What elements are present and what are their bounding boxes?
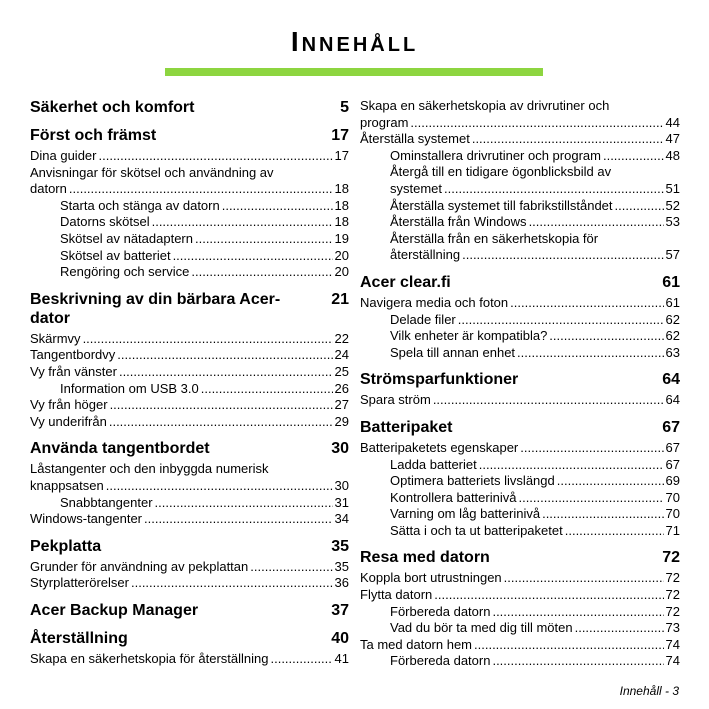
entry-title: Återställa systemet till fabrikstillståndet bbox=[390, 197, 613, 213]
toc-entry[interactable] bbox=[360, 587, 680, 604]
entry-title: Tangentbordvy bbox=[30, 347, 116, 363]
heading-title: Använda tangentbordet bbox=[30, 440, 210, 458]
entry-page-number: 62 bbox=[665, 311, 680, 327]
toc-entry[interactable] bbox=[360, 523, 680, 540]
entry-page-number: 17 bbox=[334, 148, 349, 163]
toc-entry[interactable] bbox=[360, 457, 680, 474]
dot-leader bbox=[434, 587, 663, 604]
toc-entry[interactable] bbox=[30, 248, 349, 265]
entry-title: Vy underifrån bbox=[30, 413, 107, 429]
heading-page-number: 35 bbox=[331, 537, 349, 555]
entry-page-number: 70 bbox=[665, 489, 680, 505]
entry-title: Snabbtangenter bbox=[60, 494, 153, 510]
toc-entry[interactable] bbox=[360, 620, 680, 637]
toc-entry[interactable] bbox=[30, 397, 349, 414]
dot-leader bbox=[472, 131, 664, 148]
entry-title-line: Återställa från en säkerhetskopia för bbox=[390, 230, 599, 246]
dot-leader bbox=[69, 181, 333, 198]
entry-title: Grunder för användning av pekplattan bbox=[30, 558, 249, 574]
entry-page-number: 62 bbox=[665, 328, 680, 344]
dot-leader bbox=[152, 214, 333, 231]
heading-title: Pekplatta bbox=[30, 537, 102, 555]
entry-title: Batteripaketets egenskaper bbox=[360, 439, 519, 455]
entry-title: Windows-tangenter bbox=[30, 511, 142, 527]
dot-leader bbox=[615, 198, 664, 215]
dot-leader bbox=[565, 523, 664, 540]
entry-page-number: 18 bbox=[334, 197, 349, 213]
entry-title: Koppla bort utrustningen bbox=[360, 570, 502, 586]
toc-column-right bbox=[360, 98, 680, 670]
entry-page-number: 74 bbox=[665, 636, 680, 652]
dot-leader bbox=[603, 148, 664, 165]
entry-page-number: 18 bbox=[334, 181, 349, 197]
dot-leader bbox=[575, 620, 664, 637]
dot-leader bbox=[83, 331, 333, 348]
entry-title: Skärmvy bbox=[30, 330, 81, 346]
entry-title: Optimera batteriets livslängd bbox=[390, 473, 555, 489]
heading-page-number: 37 bbox=[331, 601, 349, 619]
toc-entry[interactable] bbox=[360, 164, 680, 197]
page-footer: Innehåll - 3 bbox=[619, 684, 679, 698]
entry-title-line: Återgå till en tidigare ögonblicksbild av bbox=[390, 164, 612, 180]
toc-entry[interactable] bbox=[360, 328, 680, 345]
toc-entry[interactable] bbox=[360, 198, 680, 215]
dot-leader bbox=[529, 214, 664, 231]
toc-heading[interactable] bbox=[30, 126, 349, 145]
entry-page-number: 25 bbox=[334, 363, 349, 379]
entry-title: Skötsel av batteriet bbox=[60, 247, 171, 263]
entry-page-number: 69 bbox=[665, 473, 680, 489]
toc-entry[interactable] bbox=[30, 198, 349, 215]
heading-page-number: 30 bbox=[331, 440, 349, 458]
dot-leader bbox=[155, 495, 333, 512]
toc-entry[interactable] bbox=[360, 506, 680, 523]
dot-leader bbox=[173, 248, 333, 265]
heading-title: Resa med datorn bbox=[360, 549, 490, 567]
toc-entry[interactable] bbox=[360, 98, 680, 131]
toc-entry[interactable] bbox=[30, 364, 349, 381]
dot-leader bbox=[119, 364, 333, 381]
entry-page-number: 53 bbox=[665, 214, 680, 230]
toc-heading[interactable] bbox=[360, 273, 680, 292]
heading-title: Först och främst bbox=[30, 127, 157, 144]
toc-entry[interactable] bbox=[30, 381, 349, 398]
entry-title-line: Anvisningar för skötsel och användning av bbox=[30, 164, 274, 180]
toc-heading[interactable] bbox=[360, 370, 680, 389]
entry-title: Dina guider bbox=[30, 148, 97, 163]
entry-title: datorn bbox=[30, 181, 67, 197]
toc-heading[interactable] bbox=[30, 629, 349, 648]
entry-page-number: 67 bbox=[665, 439, 680, 455]
toc-column-left bbox=[30, 98, 349, 667]
toc-entry[interactable] bbox=[30, 559, 349, 576]
entry-page-number: 63 bbox=[665, 344, 680, 360]
entry-page-number: 72 bbox=[665, 603, 680, 619]
toc-heading[interactable] bbox=[30, 537, 349, 556]
entry-title: Vy från höger bbox=[30, 397, 108, 413]
toc-entry[interactable] bbox=[360, 637, 680, 654]
toc-heading[interactable] bbox=[360, 418, 680, 437]
entry-title: Starta och stänga av datorn bbox=[60, 197, 220, 213]
dot-leader bbox=[250, 559, 332, 576]
entry-title: program bbox=[360, 114, 409, 130]
toc-heading[interactable] bbox=[30, 439, 349, 458]
heading-page-number: 67 bbox=[662, 418, 680, 436]
entry-page-number: 74 bbox=[665, 653, 680, 669]
toc-entry[interactable] bbox=[360, 440, 680, 457]
heading-title: Acer Backup Manager bbox=[30, 601, 199, 619]
entry-title: Vad du bör ta med dig till möten bbox=[390, 620, 573, 636]
toc-heading[interactable] bbox=[30, 601, 349, 620]
dot-leader bbox=[191, 264, 332, 281]
entry-title-line: Låstangenter och den inbyggda numerisk bbox=[30, 461, 269, 477]
entry-page-number: 73 bbox=[665, 620, 680, 636]
toc-entry[interactable] bbox=[30, 414, 349, 431]
dot-leader bbox=[542, 506, 663, 523]
dot-leader bbox=[131, 575, 333, 592]
toc-entry[interactable] bbox=[360, 148, 680, 165]
entry-page-number: 41 bbox=[334, 650, 349, 666]
entry-title: Styrplatterörelser bbox=[30, 575, 129, 591]
entry-page-number: 48 bbox=[665, 147, 680, 163]
toc-heading[interactable] bbox=[30, 290, 349, 328]
toc-entry[interactable] bbox=[30, 331, 349, 348]
toc-entry[interactable] bbox=[360, 604, 680, 621]
dot-leader bbox=[99, 148, 333, 165]
dot-leader bbox=[117, 347, 332, 364]
entry-page-number: 20 bbox=[334, 247, 349, 263]
entry-page-number: 18 bbox=[334, 214, 349, 230]
dot-leader bbox=[474, 637, 664, 654]
toc-entry[interactable] bbox=[360, 473, 680, 490]
entry-title: Ladda batteriet bbox=[390, 456, 477, 472]
toc-entry[interactable] bbox=[360, 570, 680, 587]
entry-title: Spara ström bbox=[360, 392, 431, 408]
dot-leader bbox=[270, 651, 332, 668]
entry-title: Information om USB 3.0 bbox=[60, 380, 199, 396]
toc-entry[interactable] bbox=[360, 653, 680, 670]
toc-entry[interactable] bbox=[30, 461, 349, 494]
dot-leader bbox=[433, 392, 664, 409]
entry-title: Vy från vänster bbox=[30, 363, 117, 379]
entry-title: Sätta i och ta ut batteripaketet bbox=[390, 522, 563, 538]
toc-entry[interactable] bbox=[360, 214, 680, 231]
toc-entry[interactable] bbox=[360, 131, 680, 148]
heading-page-number: 21 bbox=[331, 290, 349, 308]
heading-title: Batteripaket bbox=[360, 418, 453, 436]
entry-title: systemet bbox=[390, 180, 443, 196]
toc-heading[interactable] bbox=[360, 548, 680, 567]
dot-leader bbox=[520, 440, 663, 457]
dot-leader bbox=[518, 490, 663, 507]
toc-entry[interactable] bbox=[360, 345, 680, 362]
dot-leader bbox=[462, 247, 663, 264]
entry-page-number: 44 bbox=[665, 114, 680, 130]
entry-title: Ominstallera drivrutiner och program bbox=[390, 147, 601, 163]
toc-entry[interactable] bbox=[30, 231, 349, 248]
heading-title: Återställning bbox=[30, 629, 128, 647]
entry-title: Skötsel av nätadaptern bbox=[60, 230, 193, 246]
entry-page-number: 72 bbox=[665, 570, 680, 586]
dot-leader bbox=[106, 478, 333, 495]
dot-leader bbox=[517, 345, 663, 362]
entry-title: Flytta datorn bbox=[360, 587, 433, 603]
dot-leader bbox=[492, 653, 663, 670]
entry-page-number: 67 bbox=[665, 456, 680, 472]
entry-title-line: Skapa en säkerhetskopia av drivrutiner och bbox=[360, 98, 610, 113]
entry-title: Ta med datorn hem bbox=[360, 636, 473, 652]
toc-entry[interactable] bbox=[360, 312, 680, 329]
dot-leader bbox=[557, 473, 664, 490]
dot-leader bbox=[110, 397, 333, 414]
heading-page-number: 5 bbox=[340, 99, 349, 116]
entry-page-number: 35 bbox=[334, 558, 349, 574]
entry-page-number: 72 bbox=[665, 587, 680, 603]
entry-page-number: 20 bbox=[334, 264, 349, 280]
entry-title: Förbereda datorn bbox=[390, 653, 491, 669]
toc-entry[interactable] bbox=[30, 148, 349, 165]
dot-leader bbox=[492, 604, 663, 621]
entry-page-number: 52 bbox=[665, 197, 680, 213]
entry-page-number: 22 bbox=[334, 330, 349, 346]
entry-page-number: 19 bbox=[334, 230, 349, 246]
entry-page-number: 31 bbox=[334, 494, 349, 510]
entry-page-number: 47 bbox=[665, 131, 680, 147]
title-underline bbox=[165, 68, 543, 76]
toc-entry[interactable] bbox=[360, 392, 680, 409]
entry-page-number: 71 bbox=[665, 522, 680, 538]
entry-title: återställning bbox=[390, 247, 461, 263]
entry-page-number: 51 bbox=[665, 180, 680, 196]
entry-title: knappsatsen bbox=[30, 477, 104, 493]
dot-leader bbox=[444, 181, 664, 198]
toc-entry[interactable] bbox=[30, 165, 349, 198]
entry-page-number: 61 bbox=[665, 294, 680, 310]
heading-page-number: 17 bbox=[331, 127, 349, 144]
heading-page-number: 61 bbox=[662, 273, 680, 291]
entry-title: Rengöring och service bbox=[60, 264, 190, 280]
dot-leader bbox=[458, 312, 664, 329]
toc-heading[interactable] bbox=[30, 98, 349, 117]
heading-page-number: 40 bbox=[331, 629, 349, 647]
entry-title: Varning om låg batterinivå bbox=[390, 506, 541, 522]
dot-leader bbox=[504, 570, 664, 587]
entry-page-number: 30 bbox=[334, 477, 349, 493]
heading-page-number: 64 bbox=[662, 371, 680, 389]
toc-entry[interactable] bbox=[30, 651, 349, 668]
entry-title: Skapa en säkerhetskopia för återställning bbox=[30, 650, 269, 666]
dot-leader bbox=[222, 198, 333, 215]
entry-title: Återställa systemet bbox=[360, 131, 470, 147]
entry-page-number: 27 bbox=[334, 397, 349, 413]
entry-page-number: 24 bbox=[334, 347, 349, 363]
heading-title: Strömsparfunktioner bbox=[360, 371, 519, 389]
dot-leader bbox=[410, 115, 663, 132]
entry-title: Datorns skötsel bbox=[60, 214, 150, 230]
entry-page-number: 29 bbox=[334, 413, 349, 429]
entry-title: Kontrollera batterinivå bbox=[390, 489, 517, 505]
entry-title: Förbereda datorn bbox=[390, 603, 491, 619]
dot-leader bbox=[549, 328, 663, 345]
page-title: Innehåll bbox=[290, 26, 419, 57]
entry-page-number: 36 bbox=[334, 575, 349, 591]
toc-entry[interactable] bbox=[30, 495, 349, 512]
entry-page-number: 70 bbox=[665, 506, 680, 522]
entry-page-number: 57 bbox=[665, 247, 680, 263]
toc-entry[interactable] bbox=[360, 295, 680, 312]
entry-page-number: 64 bbox=[665, 392, 680, 408]
dot-leader bbox=[201, 381, 333, 398]
dot-leader bbox=[510, 295, 663, 312]
entry-title: Återställa från Windows bbox=[390, 214, 527, 230]
entry-title: Vilk enheter är kompatibla? bbox=[390, 328, 548, 344]
toc-entry[interactable] bbox=[30, 347, 349, 364]
heading-title: Acer clear.fi bbox=[360, 273, 451, 291]
toc-entry[interactable] bbox=[30, 511, 349, 528]
entry-title: Delade filer bbox=[390, 311, 456, 327]
dot-leader bbox=[109, 414, 333, 431]
dot-leader bbox=[144, 511, 333, 528]
toc-entry[interactable] bbox=[30, 264, 349, 281]
toc-entry[interactable] bbox=[30, 575, 349, 592]
entry-title: Navigera media och foton bbox=[360, 294, 509, 310]
toc-entry[interactable] bbox=[30, 214, 349, 231]
toc-entry[interactable] bbox=[360, 490, 680, 507]
heading-title: Säkerhet och komfort bbox=[30, 99, 195, 116]
heading-page-number: 72 bbox=[662, 549, 680, 567]
entry-page-number: 26 bbox=[334, 380, 349, 396]
heading-title: Beskrivning av din bärbara Acer-dator bbox=[30, 290, 281, 327]
entry-title: Spela till annan enhet bbox=[390, 344, 516, 360]
dot-leader bbox=[195, 231, 333, 248]
toc-entry[interactable] bbox=[360, 231, 680, 264]
dot-leader bbox=[479, 457, 664, 474]
entry-page-number: 34 bbox=[334, 511, 349, 527]
